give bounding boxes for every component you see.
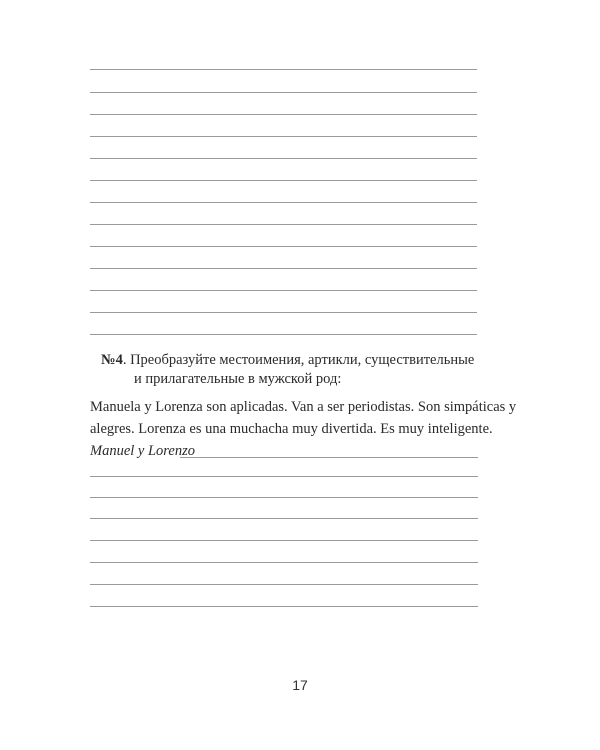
writing-line bbox=[90, 606, 478, 607]
writing-line bbox=[90, 540, 478, 541]
writing-line bbox=[90, 476, 478, 477]
answer-line-first bbox=[180, 457, 478, 458]
writing-line bbox=[90, 584, 478, 585]
writing-line bbox=[90, 246, 477, 247]
writing-line bbox=[90, 562, 478, 563]
answer-start-label: Manuel y Lorenzo bbox=[90, 443, 195, 459]
writing-line bbox=[90, 290, 477, 291]
writing-line bbox=[90, 202, 477, 203]
source-text-line1: Manuela y Lorenza son aplicadas. Van a ser periodistas. Son simpáticas y bbox=[90, 399, 517, 415]
writing-line bbox=[90, 312, 477, 313]
exercise-instruction-line1 bbox=[101, 351, 474, 369]
writing-line bbox=[90, 334, 477, 335]
page-number: 17 bbox=[292, 677, 308, 693]
source-text-line2: alegres. Lorenza es una muchacha muy divertida. Es muy inteligente. bbox=[90, 421, 493, 437]
exercise-number: №4 bbox=[101, 352, 123, 368]
writing-line bbox=[90, 224, 477, 225]
writing-line bbox=[90, 158, 477, 159]
writing-line bbox=[90, 114, 477, 115]
instruction-text: . Преобразуйте местоимения, артикли, существительные bbox=[122, 352, 475, 368]
writing-line bbox=[90, 136, 477, 137]
writing-line bbox=[90, 497, 478, 498]
writing-line bbox=[90, 92, 477, 93]
writing-line bbox=[90, 518, 478, 519]
writing-line bbox=[90, 69, 477, 70]
writing-line bbox=[90, 268, 477, 269]
writing-line bbox=[90, 180, 477, 181]
exercise-instruction-line2: и прилагательные в мужской род: bbox=[134, 371, 342, 387]
